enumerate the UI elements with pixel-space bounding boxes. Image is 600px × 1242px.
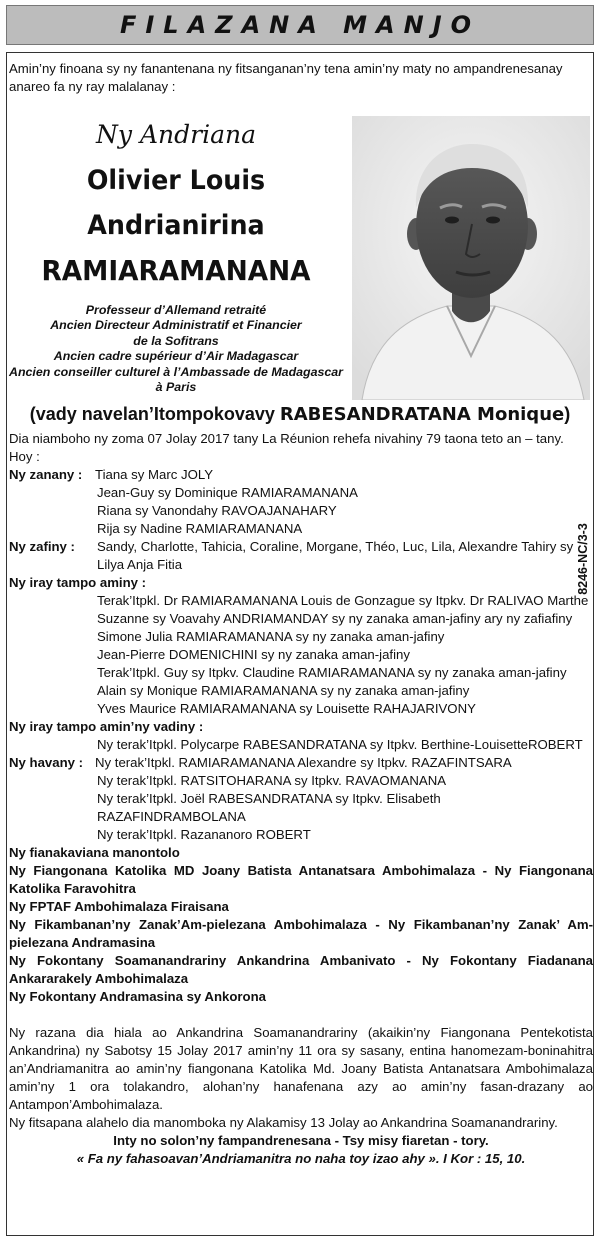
relatives-row [9, 754, 593, 772]
grandchildren-list-cont: Lilya Anja Fitia [97, 557, 183, 572]
relative-item: Ny terak’Itpkl. RAMIARAMANANA Alexandre sy Itpkv. RAZAFINTSARA [95, 755, 512, 770]
bible-verse: « Fa ny fahasoavan’Andriamanitra no naha toy izao ahy ». I Kor : 15, 10. [76, 1151, 526, 1166]
sibling-item: Terak’Itpkl. Guy sy Itpkv. Claudine RAMIARAMANANA sy ny zanaka aman-jafiny [97, 665, 567, 680]
organization-item: Ny fianakaviana manontolo [9, 845, 180, 860]
sibling-item: Terak’Itpkl. Dr RAMIARAMANANA Louis de Gonzague sy Itpkv. Dr RALIVAO Marthe [97, 593, 589, 608]
spacer [9, 1006, 593, 1020]
intro-text: Amin’ny finoana sy ny fanantenana ny fitsanganan’ny tena amin’ny maty no ampandrenesanay anareo fa ny ray malalanay : [9, 61, 563, 94]
spouse-name: RABESANDRATANA Monique [279, 404, 565, 425]
organization-item: Ny Fokontany Andramasina sy Ankorona [9, 989, 266, 1004]
header-title: FILAZANA MANJO [119, 11, 481, 39]
honorific: Ny Andriana [96, 120, 256, 149]
sibling-item: Yves Maurice RAMIARAMANANA sy Louisette RAHAJARIVONY [97, 701, 476, 716]
spouse-siblings-label: Ny iray tampo amin’ny vadiny : [9, 719, 204, 734]
funeral-paragraph: Ny razana dia hiala ao Ankandrina Soamanandrariny (akaikin’ny Fiangonana Pentekotista Ankandrina) ny Sabotsy 15 Jolay 2017 amin’ny 11 ora sy sasany, entina hanomezam-boninahitra an’Andriamanitra ao amin’ny fiangonana Katolika Md. Joany Batista Antanatsara Ambohimalaza amin’ny 1 ora tolakandro, alohan’ny hanafenana azy ao amin’ny fasan-drazany ao Antampon’Ambohimalaza. [9, 1025, 593, 1112]
spouse-prefix: (vady navelan’Itompokovavy [29, 404, 280, 424]
children-item: Riana sy Vanondahy RAVOAJANAHARY [97, 503, 337, 518]
grandchildren-list: Sandy, Charlotte, Tahicia, Coraline, Morgane, Théo, Luc, Lila, Alexandre Tahiry sy [97, 539, 574, 554]
relative-item: Ny terak’Itpkl. Razananoro ROBERT [97, 827, 311, 842]
title-line: Ancien Directeur Administratif et Financier [50, 318, 302, 333]
grandchildren-row [9, 538, 593, 556]
title-line: Professeur d’Allemand retraité [85, 303, 267, 317]
organization-item: Ny FPTAF Ambohimalaza Firaisana [9, 899, 229, 914]
deceased-titles [6, 303, 346, 395]
spouse-suffix: ) [564, 404, 571, 424]
deceased-first-names: Olivier Louis [86, 165, 266, 196]
closing-line: Inty no solon’ny fampandrenesana - Tsy misy fiaretan - tory. [113, 1133, 489, 1148]
children-item: Rija sy Nadine RAMIARAMANANA [97, 521, 303, 536]
deceased-middle-name: Andrianirina [87, 210, 265, 241]
relative-item: Ny terak’Itpkl. Joël RABESANDRATANA sy Itpkv. Elisabeth RAZAFINDRAMBOLANA [97, 791, 441, 824]
title-line: de la Sofitrans [133, 333, 219, 348]
title-line: Ancien conseiller culturel à l’Ambassade de Madagascar [9, 364, 343, 379]
spouse-line [6, 404, 594, 425]
header-banner [6, 5, 594, 45]
reference-code-text: 8246-NC/3-3 [576, 523, 590, 595]
organization-item: Ny Fikambanan’ny Zanak’Am-pielezana Ambohimalaza - Ny Fikambanan’ny Zanak’ Am-pielezana Andramasina [9, 917, 593, 950]
sibling-item: Jean-Pierre DOMENICHINI sy ny zanaka aman-jafiny [97, 647, 410, 662]
wake-paragraph: Ny fitsapana alahelo dia manomboka ny Alakamisy 13 Jolay ao Ankandrina Soamanandrariny. [9, 1115, 558, 1130]
siblings-label: Ny iray tampo aminy : [9, 575, 147, 590]
title-line: Ancien cadre supérieur d’Air Madagascar [53, 349, 299, 364]
children-item: Jean-Guy sy Dominique RAMIARAMANANA [97, 485, 358, 500]
relatives-label: Ny havany : [9, 755, 84, 770]
portrait-image [352, 116, 590, 400]
children-row [9, 466, 593, 484]
sibling-item: Alain sy Monique RAMIARAMANANA sy ny zanaka aman-jafiny [97, 683, 470, 698]
death-announcement: Dia niamboho ny zoma 07 Jolay 2017 tany La Réunion rehefa nivahiny 79 taona teto an – tany. [9, 431, 564, 446]
grandchildren-label: Ny zafiny : [9, 539, 75, 554]
spouse-sibling-item: Ny terak’Itpkl. Polycarpe RABESANDRATANA sy Itpkv. Berthine-LouisetteROBERT [97, 737, 583, 752]
portrait-photo [352, 116, 590, 400]
sibling-item: Suzanne sy Voavahy ANDRIAMANDAY sy ny zanaka aman-jafiny ary ny zafiafiny [97, 611, 573, 626]
organization-item: Ny Fokontany Soamanandrariny Ankandrina Ambanivato - Ny Fokontany Fiadanana Ankararakely Ambohimalaza [9, 953, 593, 986]
deceased-surname: RAMIARAMANANA [41, 254, 311, 287]
hoy-label: Hoy : [9, 449, 40, 464]
title-line: à Paris [155, 380, 197, 395]
organizations-list [9, 844, 593, 1006]
sibling-item: Simone Julia RAMIARAMANANA sy ny zanaka aman-jafiny [97, 629, 445, 644]
notice-body [9, 430, 593, 1168]
organization-item: Ny Fiangonana Katolika MD Joany Batista Antanatsara Ambohimalaza - Ny Fiangonana Katolika Faravohitra [9, 863, 593, 896]
relative-item: Ny terak’Itpkl. RATSITOHARANA sy Itpkv. RAVAOMANANA [97, 773, 447, 788]
children-label: Ny zanany : [9, 467, 83, 482]
children-item: Tiana sy Marc JOLY [95, 467, 213, 482]
